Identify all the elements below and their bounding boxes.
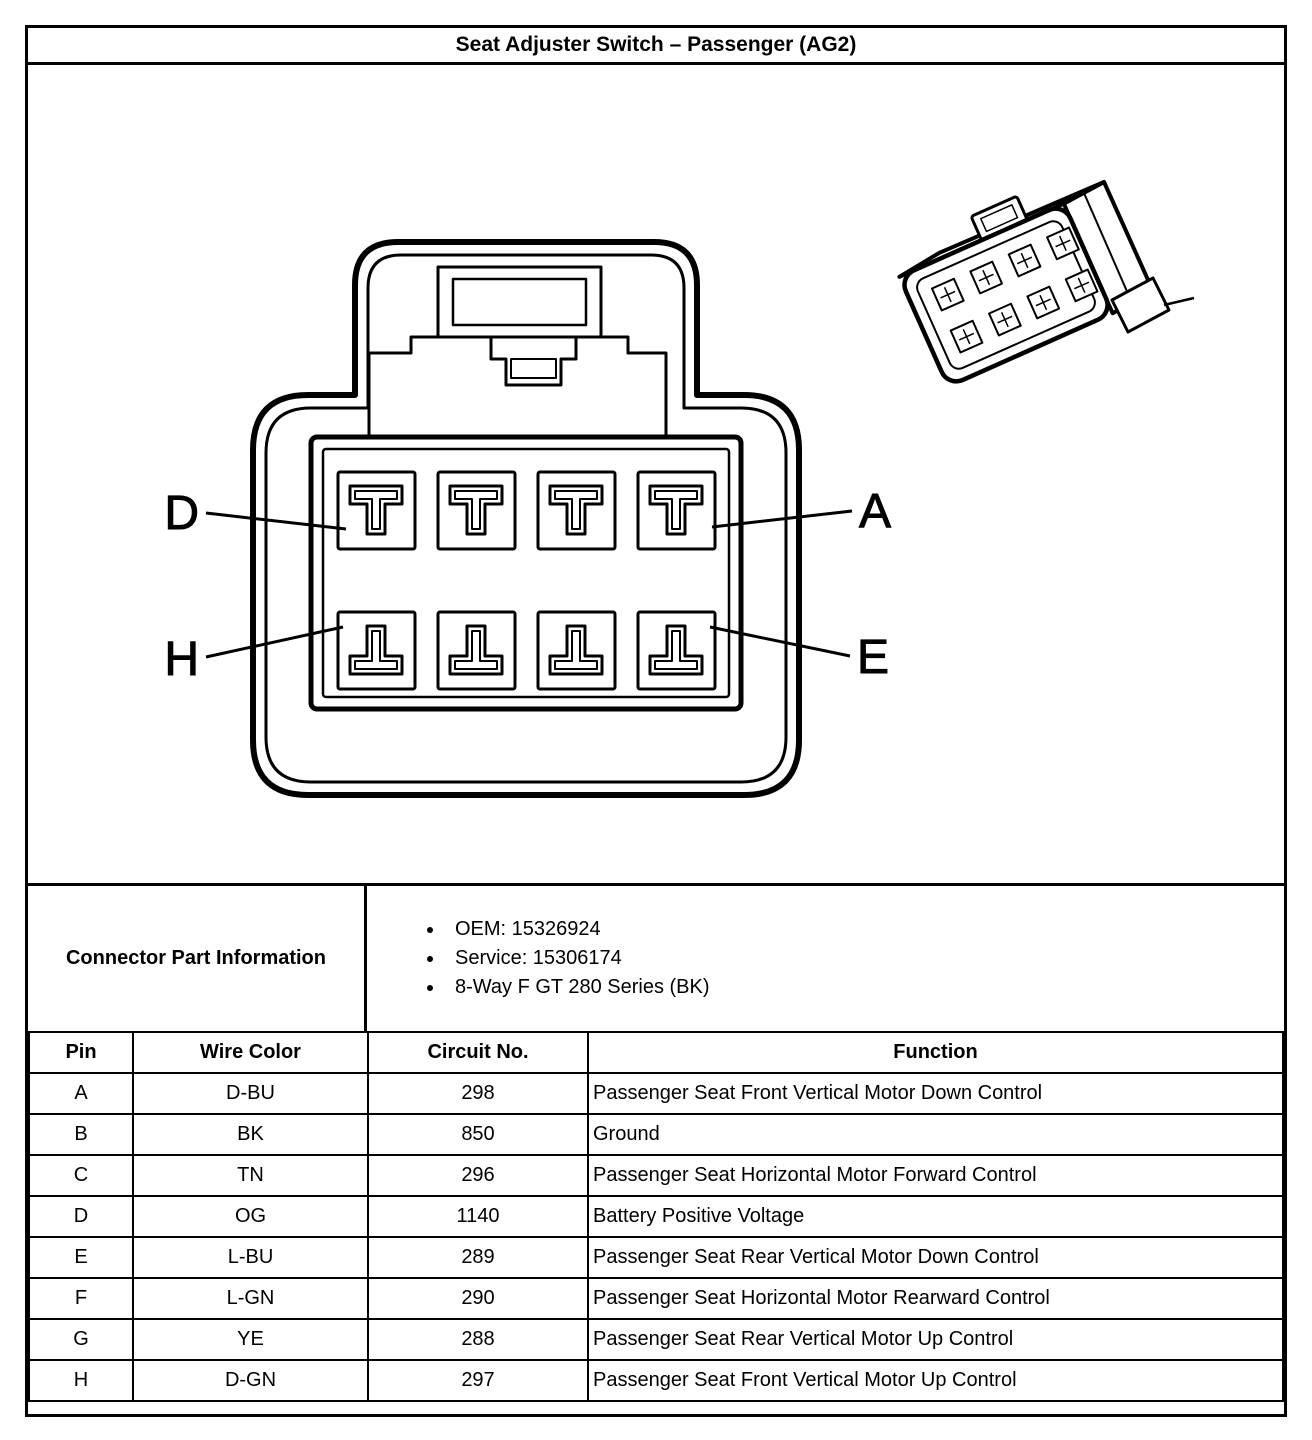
circuit-cell: 289 [368, 1237, 588, 1278]
manual-page [25, 25, 1287, 1417]
table-row [29, 1278, 1283, 1319]
col-header-wire-color: Wire Color [133, 1032, 368, 1073]
wire-color-cell: TN [133, 1155, 368, 1196]
circuit-cell: 296 [368, 1155, 588, 1196]
circuit-cell: 297 [368, 1360, 588, 1401]
connector-pinout-drawing [28, 65, 1284, 883]
page-title: Seat Adjuster Switch – Passenger (AG2) [455, 33, 857, 56]
pin-table [28, 1031, 1284, 1402]
wire-color-cell: L-BU [133, 1237, 368, 1278]
pin-cell: H [29, 1360, 133, 1401]
col-header-circuit-no: Circuit No. [368, 1032, 588, 1073]
wire-color-cell: D-BU [133, 1073, 368, 1114]
pin-label-h: H [164, 633, 199, 686]
function-cell: Passenger Seat Rear Vertical Motor Down Control [588, 1237, 1283, 1278]
part-info-section [28, 883, 1284, 1031]
part-info-label: Connector Part Information [28, 886, 367, 1031]
table-row [29, 1319, 1283, 1360]
connector-front-view [253, 242, 799, 795]
connector-diagram [28, 65, 1284, 883]
col-header-function: Function [588, 1032, 1283, 1073]
wire-color-cell: BK [133, 1114, 368, 1155]
table-row [29, 1155, 1283, 1196]
circuit-cell: 298 [368, 1073, 588, 1114]
pin-cell: F [29, 1278, 133, 1319]
part-info-item-oem: • OEM: 15326924 [445, 918, 710, 941]
pin-cell: A [29, 1073, 133, 1114]
function-cell: Passenger Seat Rear Vertical Motor Up Control [588, 1319, 1283, 1360]
function-cell: Passenger Seat Horizontal Motor Rearward Control [588, 1278, 1283, 1319]
table-row [29, 1237, 1283, 1278]
function-cell: Passenger Seat Front Vertical Motor Down Control [588, 1073, 1283, 1114]
function-cell: Passenger Seat Front Vertical Motor Up Control [588, 1360, 1283, 1401]
wire-color-cell: OG [133, 1196, 368, 1237]
circuit-cell: 850 [368, 1114, 588, 1155]
part-info-item-series: • 8-Way F GT 280 Series (BK) [445, 976, 710, 999]
part-info-list [445, 912, 710, 1005]
circuit-cell: 290 [368, 1278, 588, 1319]
table-row [29, 1196, 1283, 1237]
pin-cell: D [29, 1196, 133, 1237]
pin-label-d: D [164, 487, 199, 540]
wire-color-cell: YE [133, 1319, 368, 1360]
pin-cell: C [29, 1155, 133, 1196]
table-row [29, 1114, 1283, 1155]
table-row [29, 1360, 1283, 1401]
col-header-pin: Pin [29, 1032, 133, 1073]
pin-label-e: E [857, 631, 890, 684]
connector-3d-view [889, 180, 1194, 387]
part-info-item-service: • Service: 15306174 [445, 947, 710, 970]
circuit-cell: 288 [368, 1319, 588, 1360]
function-cell: Ground [588, 1114, 1283, 1155]
page-title-bar [28, 28, 1284, 65]
function-cell: Battery Positive Voltage [588, 1196, 1283, 1237]
pin-table-header-row [29, 1032, 1283, 1073]
pin-cell: B [29, 1114, 133, 1155]
circuit-cell: 1140 [368, 1196, 588, 1237]
part-info-content [367, 886, 1284, 1031]
function-cell: Passenger Seat Horizontal Motor Forward Control [588, 1155, 1283, 1196]
pin-cell: G [29, 1319, 133, 1360]
table-row [29, 1073, 1283, 1114]
pin-label-a: A [859, 485, 892, 538]
wire-color-cell: L-GN [133, 1278, 368, 1319]
wire-color-cell: D-GN [133, 1360, 368, 1401]
pin-cell: E [29, 1237, 133, 1278]
